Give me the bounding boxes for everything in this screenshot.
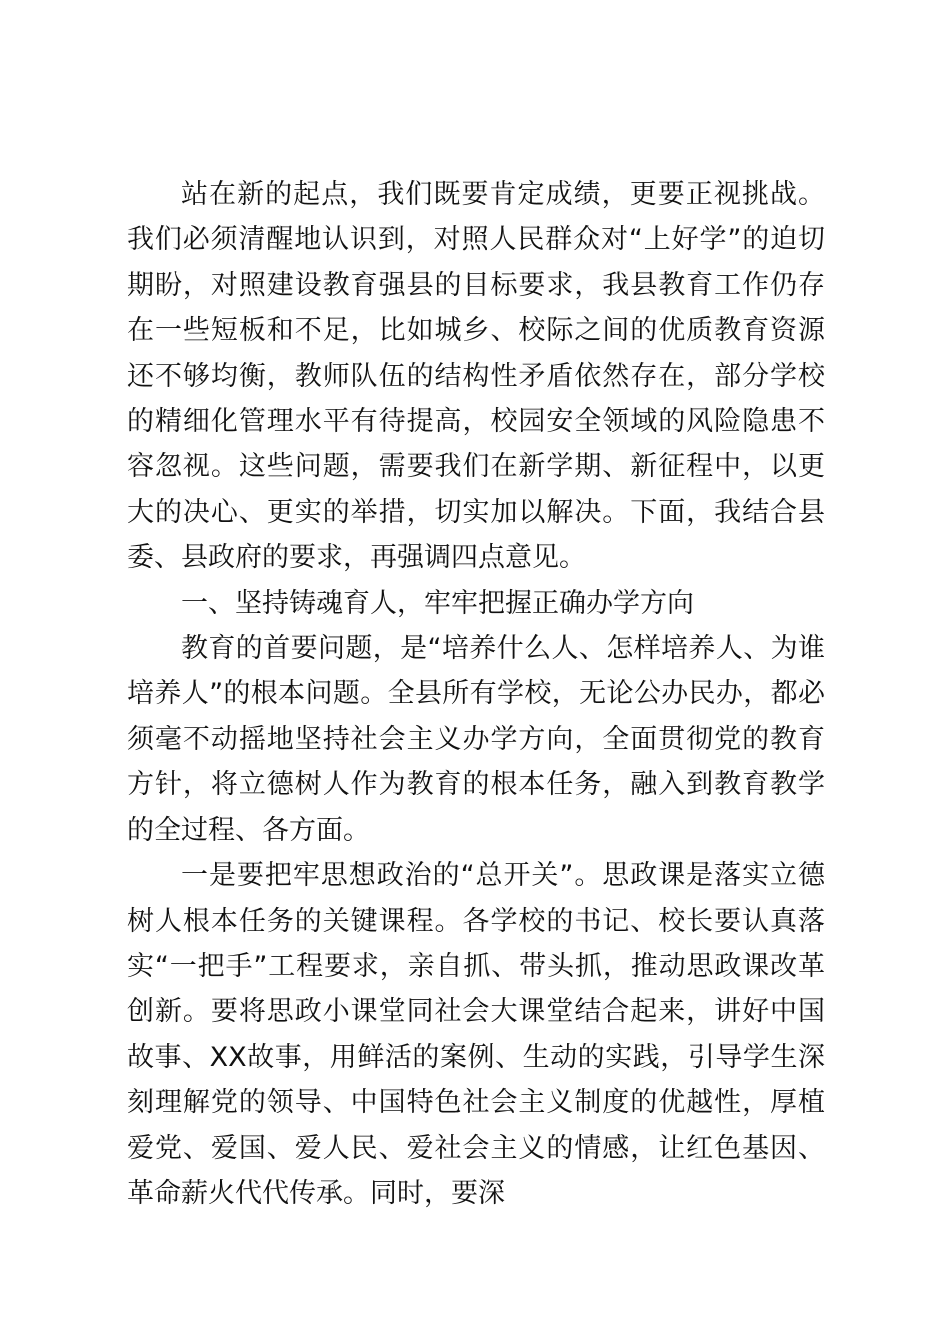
paragraph-fundamental-question: 教育的首要问题，是“培养什么人、怎样培养人、为谁培养人”的根本问题。全县所有学校，无论公办民办，都必须毫不动摇地坚持社会主义办学方向，全面贯彻党的教育方针，将立德树人作为教育的根本任务，融入到教育教学的全过程、各方面。 [127, 633, 825, 846]
document-body [127, 172, 825, 1216]
section-heading-1: 一、坚持铸魂育人，牢牢把握正确办学方向 [181, 587, 694, 619]
paragraph-challenges: 站在新的起点，我们既要肯定成绩，更要正视挑战。我们必须清醒地认识到，对照人民群众对“上好学”的迫切期盼，对照建设教育强县的目标要求，我县教育工作仍存在一些短板和不足，比如城乡、校际之间的优质教育资源还不够均衡，教师队伍的结构性矛盾依然存在，部分学校的精细化管理水平有待提高，校园安全领域的风险隐患不容忽视。这些问题，需要我们在新学期、新征程中，以更大的决心、更实的举措，切实加以解决。下面，我结合县委、县政府的要求，再强调四点意见。 [127, 179, 825, 574]
paragraph-political-thought: 一是要把牢思想政治的“总开关”。思政课是落实立德树人根本任务的关键课程。各学校的书记、校长要认真落实“一把手”工程要求，亲自抓、带头抓，推动思政课改革创新。要将思政小课堂同社会大课堂结合起来，讲好中国故事、XX故事，用鲜活的案例、生动的实践，引导学生深刻理解党的领导、中国特色社会主义制度的优越性，厚植爱党、爱国、爱人民、爱社会主义的情感，让红色基因、革命薪火代代传承。同时，要深 [127, 860, 825, 1209]
